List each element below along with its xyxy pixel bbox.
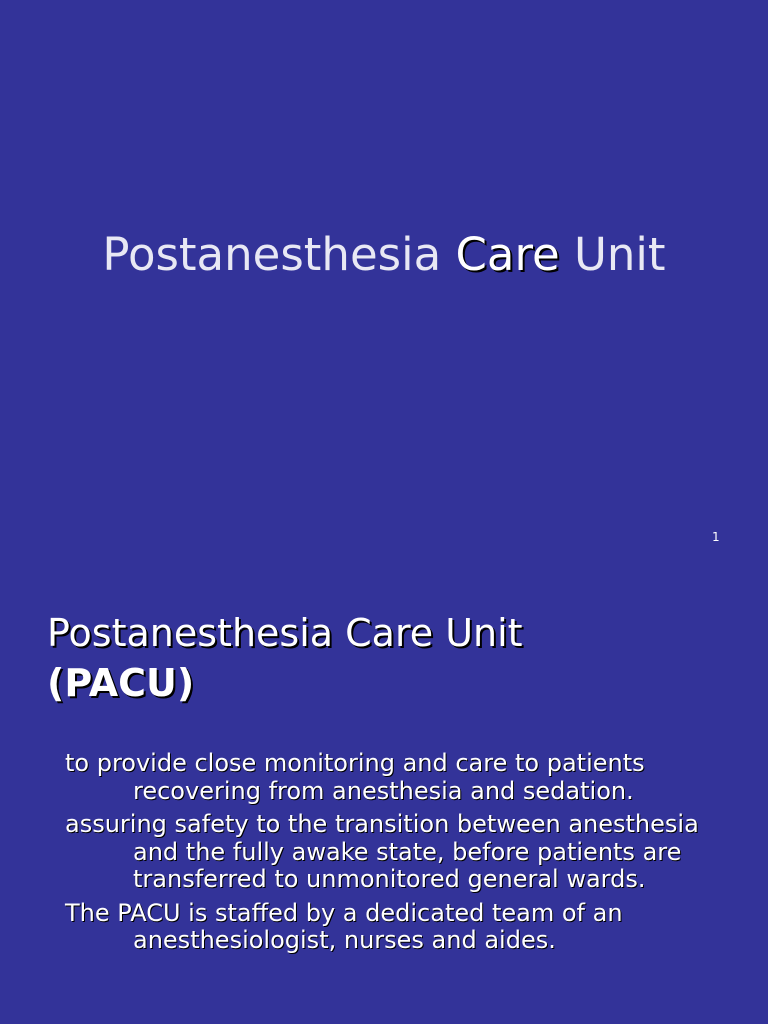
slide-1-title (0, 228, 768, 281)
slide-2 (0, 552, 768, 1024)
slide-2-title-line-1: Postanesthesia Care Unit (47, 611, 523, 655)
bullet-item: The PACU is staffed by a dedicated team of an anesthesiologist, nurses and aides. (65, 898, 623, 954)
title-part-care: Care (455, 228, 560, 281)
title-part-postanesthesia: Postanesthesia (102, 228, 456, 281)
bullet-item: assuring safety to the transition between anesthesia and the fully awake state, before patients are transferred to unmonitored general wards. (65, 810, 699, 893)
slide-2-title-line-2: (PACU) (47, 661, 195, 705)
slide-number: 1 (712, 530, 720, 544)
bullet-item: to provide close monitoring and care to patients recovering from anesthesia and sedation. (65, 749, 645, 805)
title-part-unit: Unit (559, 228, 666, 281)
slide-2-title (47, 608, 523, 708)
bullet-list (65, 750, 745, 961)
